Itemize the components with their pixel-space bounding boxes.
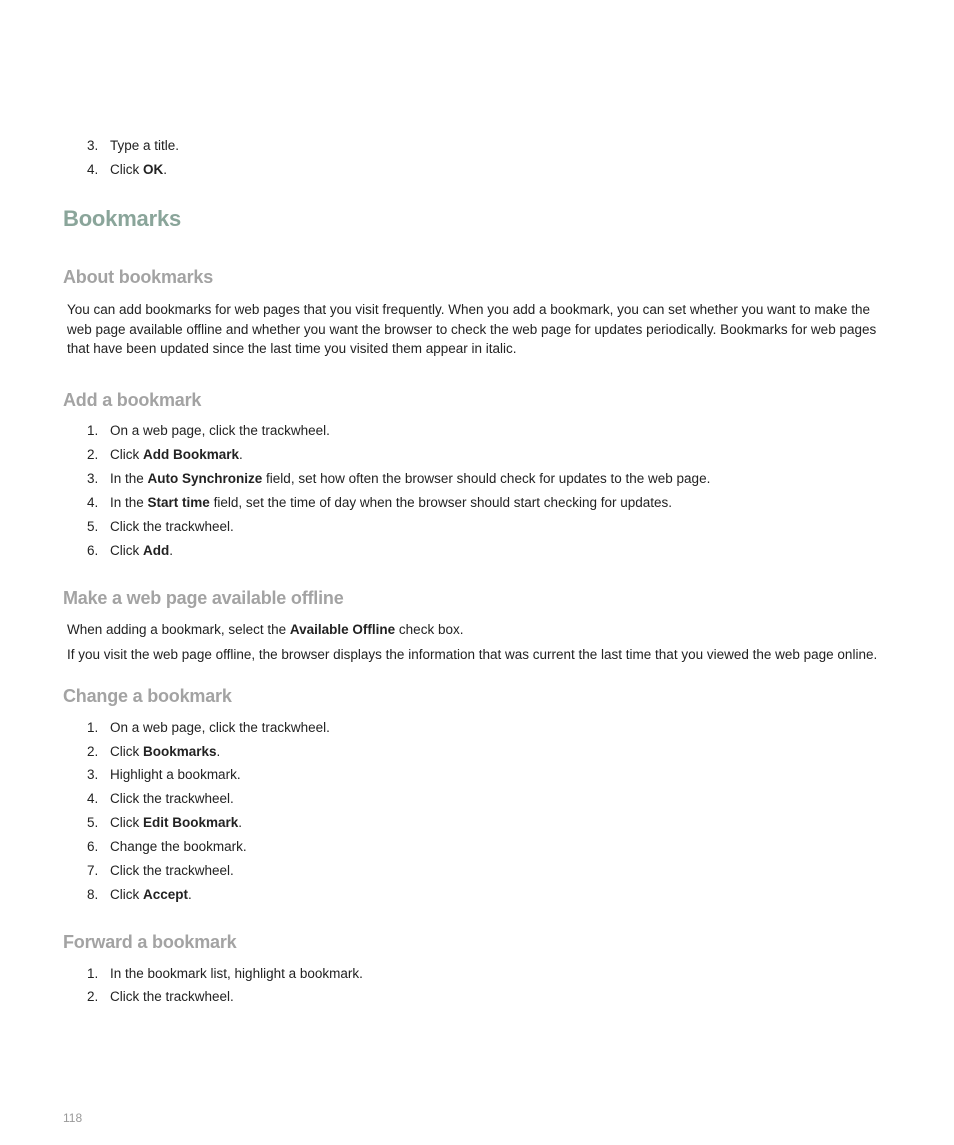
step-text: Click Edit Bookmark. [110,815,243,830]
page-number: 118 [63,1111,83,1125]
about-paragraph: You can add bookmarks for web pages that you visit frequently. When you add a bookmark, you can set whether you want to make the web page available offline and whether you want the browser to check the web page for updates periodically. Bookmarks for web pages that have been updated since the last time you visited them appear in italic. [67,302,877,356]
step-number: 1. [87,423,99,438]
heading-offline: Make a web page available offline [63,588,344,608]
step-text: Click Accept. [110,887,192,902]
step-text: Click Add Bookmark. [110,447,243,462]
step-number: 2. [87,989,99,1004]
step-text: Click the trackwheel. [110,519,234,534]
step-text: In the bookmark list, highlight a bookmark. [110,966,363,981]
step-number: 3. [87,767,99,782]
step-number: 7. [87,863,99,878]
step-text: In the Start time field, set the time of day when the browser should start checking for updates. [110,495,673,510]
step-number: 6. [87,839,99,854]
step-text: Click Bookmarks. [110,744,221,759]
heading-add-bookmark: Add a bookmark [63,390,202,410]
step-number: 2. [87,744,99,759]
offline-line-1: When adding a bookmark, select the Available Offline check box. [67,622,464,637]
section-title: Bookmarks [63,206,182,231]
step-number: 4. [87,162,99,177]
step-text: On a web page, click the trackwheel. [110,423,330,438]
step-text: On a web page, click the trackwheel. [110,720,330,735]
step-number: 2. [87,447,99,462]
step-number: 5. [87,519,99,534]
step-text: Click the trackwheel. [110,989,234,1004]
step-text: Click the trackwheel. [110,863,234,878]
step-text: Change the bookmark. [110,839,247,854]
step-number: 1. [87,966,99,981]
heading-about-bookmarks: About bookmarks [63,267,214,287]
step-number: 3. [87,471,99,486]
step-number: 5. [87,815,99,830]
heading-forward-bookmark: Forward a bookmark [63,932,237,952]
heading-change-bookmark: Change a bookmark [63,686,232,706]
step-number: 4. [87,495,99,510]
step-number: 1. [87,720,99,735]
step-text: Click OK. [110,162,168,177]
step-text: Click Add. [110,543,174,558]
offline-line-2: If you visit the web page offline, the browser displays the information that was current the last time that you viewed the web page online. [67,647,878,662]
step-number: 4. [87,791,99,806]
step-text: In the Auto Synchronize field, set how often the browser should check for updates to the web page. [110,471,711,486]
step-text: Type a title. [110,138,180,153]
step-text: Highlight a bookmark. [110,767,241,782]
step-number: 8. [87,887,99,902]
step-number: 3. [87,138,99,153]
step-text: Click the trackwheel. [110,791,234,806]
step-number: 6. [87,543,99,558]
